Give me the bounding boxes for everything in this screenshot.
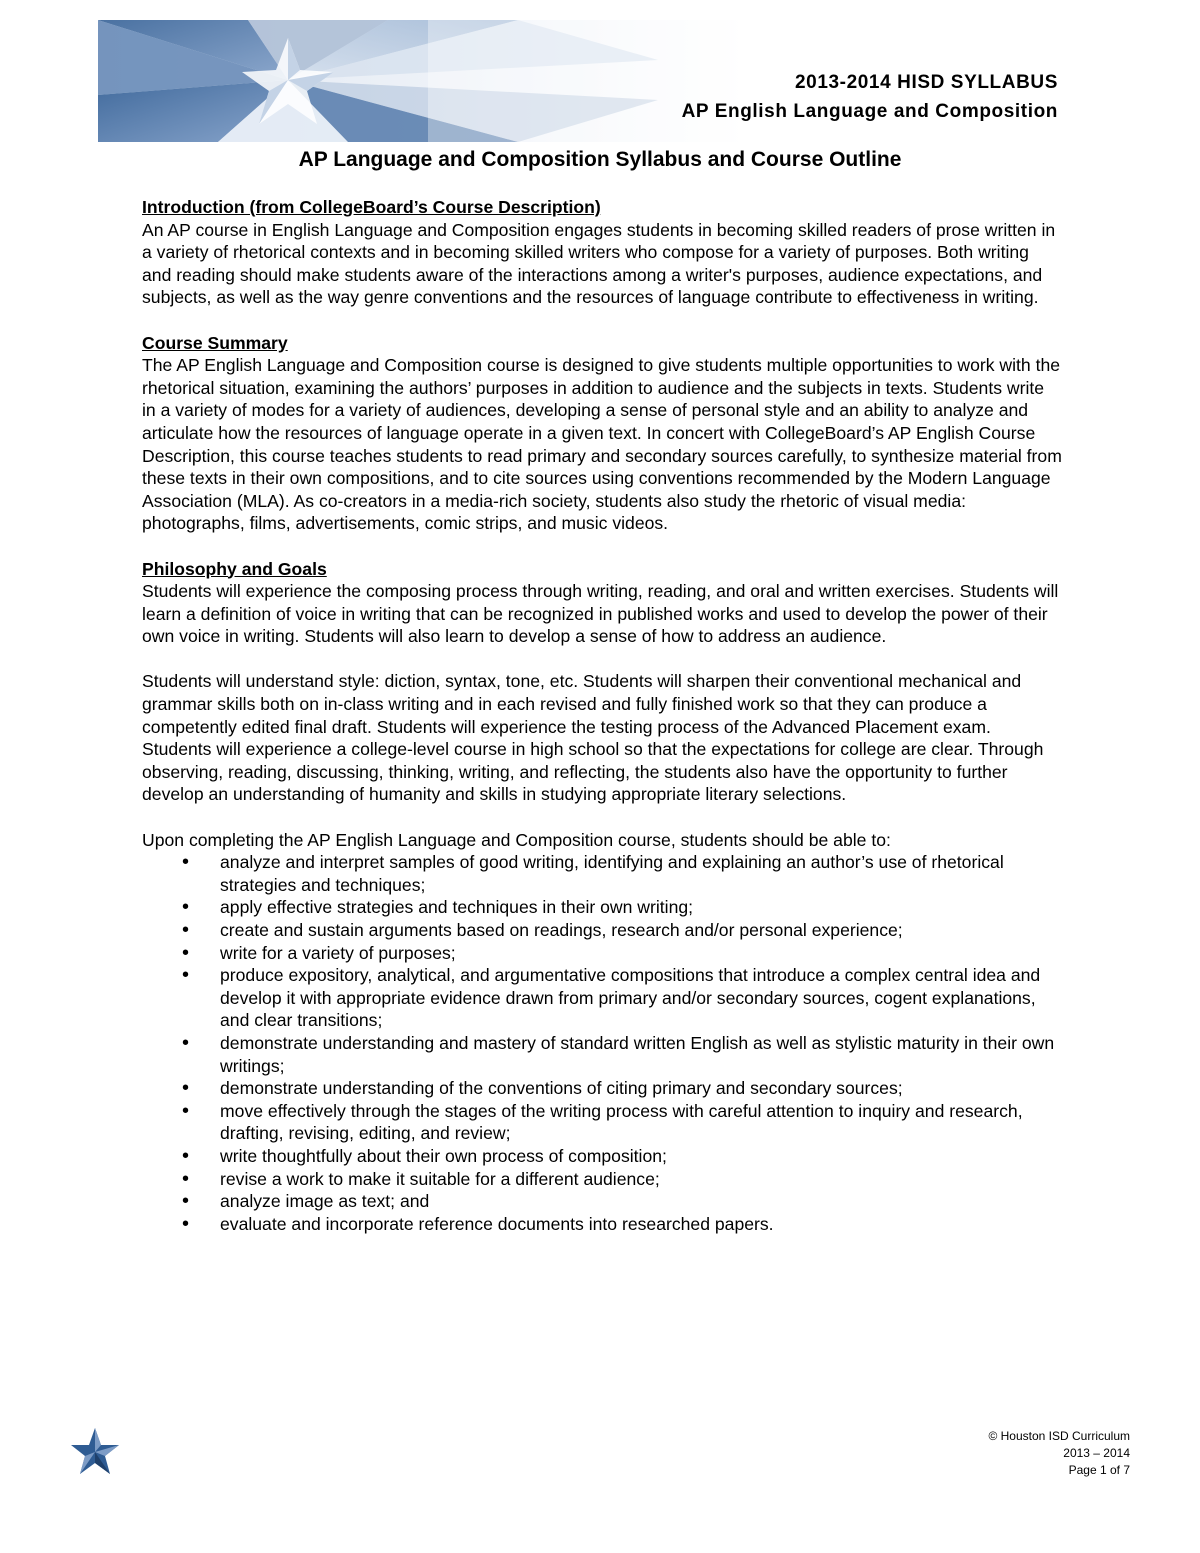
footer-copyright: © Houston ISD Curriculum <box>988 1429 1130 1443</box>
list-item: • create and sustain arguments based on readings, research and/or personal experience; <box>142 919 1062 942</box>
list-item: • analyze and interpret samples of good writing, identifying and explaining an author’s use of rhetorical strategies and techniques; <box>142 851 1062 896</box>
list-item: • analyze image as text; and <box>142 1190 1062 1213</box>
list-item: • apply effective strategies and techniques in their own writing; <box>142 896 1062 919</box>
list-item: • revise a work to make it suitable for a different audience; <box>142 1168 1062 1191</box>
section-philosophy-goals <box>142 558 1062 1236</box>
introduction-paragraph: An AP course in English Language and Composition engages students in becoming skilled readers of prose written in a variety of rhetorical contexts and in becoming skilled writers who compose for a variety of purposes. Both writing and reading should make students aware of the interactions among a writer's purposes, audience expectations, and subjects, as well as the way genre conventions and the resources of language contribute to effectiveness in writing. <box>142 219 1056 308</box>
philosophy-paragraph-2: Students will understand style: diction, syntax, tone, etc. Students will sharpen their conventional mechanical and grammar skills both on in-class writing and in each revised and fully finished work so that they can produce a competently edited final draft. Students will experience the testing process of the Advanced Placement exam. Students will experience a college-level course in high school so that the expectations for college are clear. Through observing, reading, discussing, thinking, writing, and reflecting, the students also have the opportunity to further develop an understanding of humanity and skills in studying appropriate literary selections. <box>142 671 1044 805</box>
list-item: • evaluate and incorporate reference documents into researched papers. <box>142 1213 1062 1236</box>
list-item: • write thoughtfully about their own process of composition; <box>142 1145 1062 1168</box>
section-heading-course-summary: Course Summary <box>142 332 288 353</box>
header-banner-star-graphic <box>98 20 744 142</box>
philosophy-paragraph-3: Upon completing the AP English Language and Composition course, students should be able to: <box>142 829 891 850</box>
course-summary-paragraph: The AP English Language and Composition course is designed to give students multiple opportunities to work with the rhetorical situation, examining the authors’ purposes in addition to audience and the subjects in texts. Students write in a variety of modes for a variety of audiences, developing a sense of personal style and an ability to analyze and articulate how the resources of language operate in a given text. In concert with CollegeBoard’s AP English Course Description, this course teaches students to read primary and secondary sources carefully, to synthesize material from these texts in their own compositions, and to cite sources using conventions recommended by the Modern Language Association (MLA). As co-creators in a media-rich society, students also study the rhetoric of visual media: photographs, films, advertisements, comic strips, and music videos. <box>142 355 1062 534</box>
section-heading-introduction: Introduction (from CollegeBoard’s Course Description) <box>142 197 601 217</box>
list-item: • write for a variety of purposes; <box>142 942 1062 965</box>
footer-page-number: Page 1 of 7 <box>1068 1463 1130 1477</box>
section-introduction <box>142 196 1062 309</box>
list-item: • demonstrate understanding and mastery of standard written English as well as stylistic maturity in their own writings; <box>142 1032 1062 1077</box>
document-title: AP Language and Composition Syllabus and Course Outline <box>298 148 902 171</box>
star-logo-icon <box>68 1426 122 1478</box>
document-body <box>142 196 1062 1258</box>
header-syllabus-year: 2013-2014 HISD SYLLABUS <box>794 72 1058 93</box>
footer-years: 2013 – 2014 <box>1063 1446 1130 1460</box>
page-footer <box>988 1428 1130 1479</box>
learning-outcomes-list <box>142 851 1062 1235</box>
header-course-name: AP English Language and Composition <box>681 101 1058 122</box>
philosophy-paragraph-1: Students will experience the composing process through writing, reading, and oral and written exercises. Students will learn a definition of voice in writing that can be recognized in published works and used to develop the power of their own voice in writing. Students will also learn to develop a sense of how to address an audience. <box>142 581 1059 647</box>
section-course-summary <box>142 332 1062 535</box>
list-item: • move effectively through the stages of the writing process with careful attention to inquiry and research, drafting, revising, editing, and review; <box>142 1100 1062 1145</box>
list-item: • produce expository, analytical, and argumentative compositions that introduce a complex central idea and develop it with appropriate evidence drawn from primary and/or secondary sources, cogent explanations, and clear transitions; <box>142 964 1062 1032</box>
section-heading-philosophy-goals: Philosophy and Goals <box>142 558 327 579</box>
list-item: • demonstrate understanding of the conventions of citing primary and secondary sources; <box>142 1077 1062 1100</box>
